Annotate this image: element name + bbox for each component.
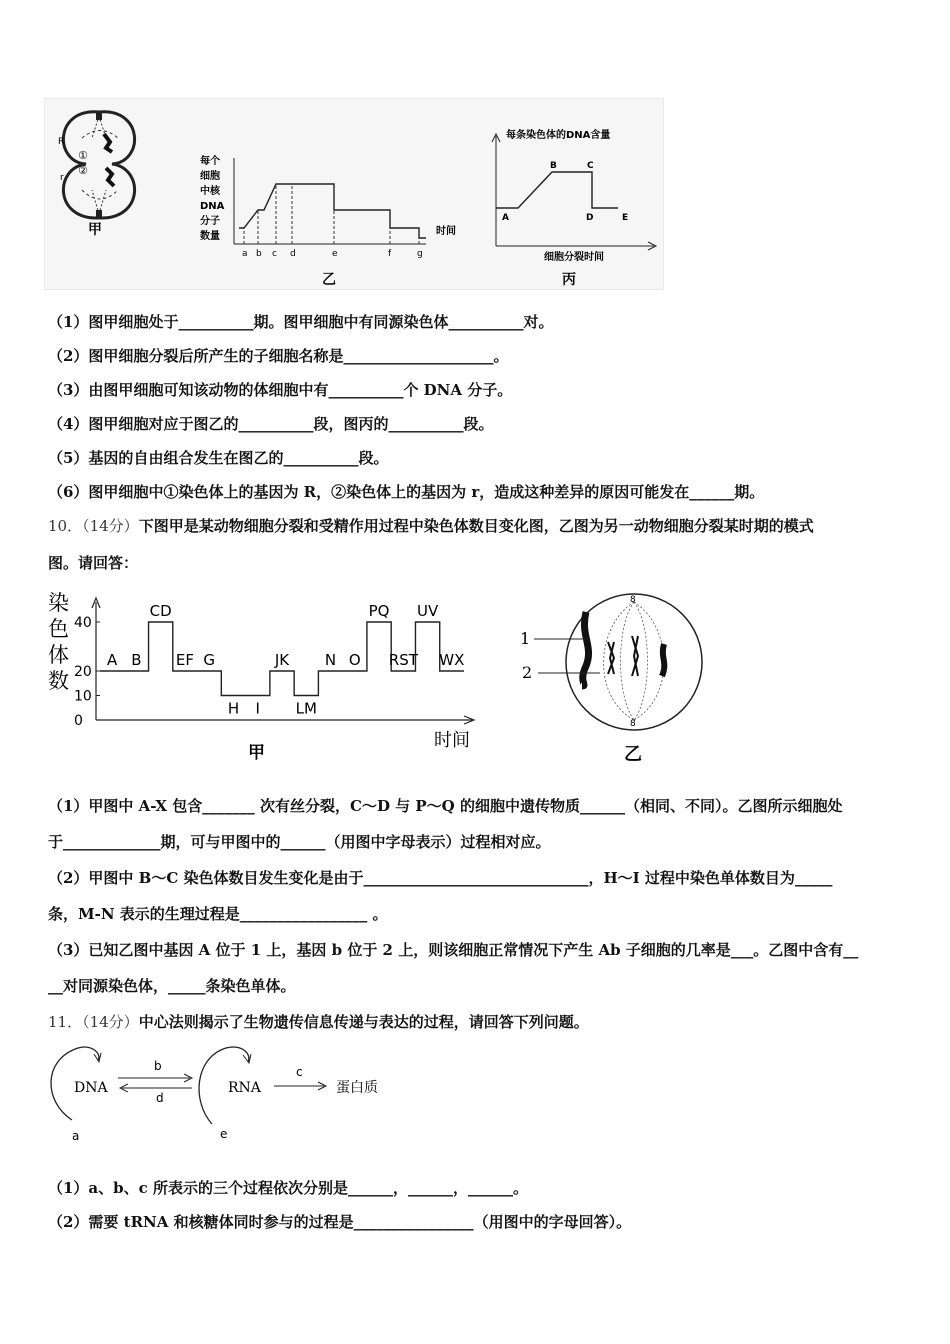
chart-segment-label: UV (416, 602, 439, 620)
chart-segment-label: H (227, 699, 240, 718)
dogma-a: a (72, 1129, 80, 1143)
dogma-d: d (156, 1091, 164, 1105)
dogma-e: e (220, 1127, 228, 1141)
q9-item-5: （5）基因的自由组合发生在图乙的__________段。 (48, 449, 389, 467)
chart-segment-label: A (107, 651, 118, 669)
chart-segment-label: CD (149, 602, 172, 620)
chart-segment-label: WX (439, 651, 465, 669)
chart-segment-label: G (203, 651, 216, 669)
caption-yi: 乙 (322, 272, 336, 288)
bing-pt-B: B (550, 161, 557, 171)
dogma-c: c (296, 1065, 303, 1079)
q11-stem-line (48, 1012, 589, 1032)
chart-ylabel-char: 体 (48, 643, 69, 667)
chart-ytick-label: 20 (74, 664, 92, 680)
chart-chromosome-number (44, 588, 484, 766)
q11-item-2: （2）需要 tRNA 和核糖体同时参与的过程是________________（用图中的字母回答）。 (48, 1213, 632, 1231)
svg-text:8: 8 (630, 719, 636, 729)
q10-stem: 下图甲是某动物细胞分裂和受精作用过程中染色体数目变化图，乙图为另一动物细胞分裂某时期的模式 (138, 517, 814, 535)
yi-tick-c: c (272, 249, 277, 259)
svg-text:8: 8 (630, 595, 636, 605)
q10-item-1b: 于_____________期，可与甲图中的______（用图中字母表示）过程相对应。 (48, 833, 551, 851)
dogma-dna: DNA (74, 1080, 108, 1096)
q9-item-1: （1）图甲细胞处于__________期。图甲细胞中有同源染色体__________对。 (48, 313, 554, 331)
yi-tick-f: f (388, 249, 392, 259)
chart-segment-label: O (348, 651, 361, 669)
dogma-b: b (154, 1059, 162, 1073)
bing-pt-A: A (502, 213, 509, 223)
dogma-rna: RNA (228, 1080, 261, 1096)
cell-label-1: 1 (520, 629, 531, 648)
gene-r-label: r (60, 173, 64, 183)
figure-cell-division-panels (44, 98, 664, 290)
q10-item-3b: __对同源染色体，_____条染色单体。 (48, 977, 296, 995)
chart-ylabel-char: 染 (48, 591, 69, 615)
yi-ylabel-3: 中核 (200, 186, 220, 197)
chart-segment-label: EF (175, 651, 194, 669)
chart-segment-label: I (255, 699, 260, 718)
dogma-protein: 蛋白质 (336, 1080, 378, 1096)
q9-item-6: （6）图甲细胞中①染色体上的基因为 R，②染色体上的基因为 r，造成这种差异的原因可能发在______期。 (48, 483, 765, 501)
yi-ylabel-1: 每个 (200, 156, 220, 167)
yi-ylabel-2: 细胞 (200, 171, 220, 182)
q9-item-3: （3）由图甲细胞可知该动物的体细胞中有__________个 DNA 分子。 (48, 381, 513, 399)
yi-ylabel-5: 分子 (200, 216, 220, 227)
chart-ytick-label: 40 (74, 615, 92, 631)
chart-xlabel: 时间 (434, 730, 470, 751)
q11-stem: 中心法则揭示了生物遗传信息传递与表达的过程，请回答下列问题。 (138, 1013, 589, 1031)
yi-tick-g: g (417, 249, 423, 259)
chart-segment-label: LM (295, 699, 317, 718)
bing-pt-C: C (587, 161, 594, 171)
yi-xlabel: 时间 (436, 226, 456, 237)
q10-score: （14分） (82, 517, 139, 535)
q10-item-2a: （2）甲图中 B～C 染色体数目发生变化是由于______________________________，H～I 过程中染色单体数目为_____ (48, 869, 833, 887)
cell-label-2: 2 (522, 663, 533, 682)
chart-segment-label: JK (274, 651, 290, 669)
chart-ylabel-char: 色 (48, 617, 69, 641)
yi-ylabel-4: DNA (200, 201, 225, 212)
cell-caption: 乙 (624, 744, 642, 765)
chart-segment-label: N (324, 651, 337, 669)
q9-item-4: （4）图甲细胞对应于图乙的__________段，图丙的__________段。 (48, 415, 494, 433)
q10-item-1a: （1）甲图中 A-X 包含_______ 次有丝分裂，C～D 与 P～Q 的细胞中遗传物质______（相同、不同）。乙图所示细胞处 (48, 797, 843, 815)
yi-tick-e: e (332, 249, 338, 259)
q10-item-3a: （3）已知乙图中基因 A 位于 1 上，基因 b 位于 2 上，则该细胞正常情况下产生 Ab 子细胞的几率是___。乙图中含有__ (48, 941, 859, 959)
q10-stem-line2: 图。请回答： (48, 554, 139, 572)
cell-yi-drawing (516, 586, 706, 766)
chart-segment-label: PQ (368, 602, 390, 620)
chart-ytick-label: 10 (74, 688, 92, 705)
bing-xlabel: 细胞分裂时间 (544, 252, 604, 263)
q10-number: 10． (48, 517, 83, 535)
chart-caption: 甲 (248, 743, 265, 763)
chart-segment-label: RST (388, 651, 418, 669)
q9-item-2: （2）图甲细胞分裂后所产生的子细胞名称是____________________。 (48, 347, 509, 365)
yi-tick-d: d (290, 249, 296, 259)
yi-tick-a: a (242, 249, 248, 259)
bing-ylabel: 每条染色体的DNA含量 (506, 130, 611, 141)
chrom-2-label: ② (78, 164, 88, 177)
caption-bing: 丙 (562, 272, 576, 288)
gene-R-label: R (58, 137, 65, 147)
q10-item-2b: 条，M-N 表示的生理过程是_________________ 。 (48, 905, 388, 923)
chart-segment-label: B (131, 651, 142, 669)
q11-item-1: （1）a、b、c 所表示的三个过程依次分别是______，______，______。 (48, 1179, 529, 1197)
bing-pt-D: D (586, 213, 594, 223)
yi-tick-b: b (256, 249, 262, 259)
yi-ylabel-6: 数量 (200, 231, 220, 242)
q11-score: （14分） (82, 1013, 139, 1031)
chart-ytick-label: 0 (74, 713, 83, 729)
chart-ylabel-char: 数 (48, 669, 69, 693)
q10-stem-line1 (48, 516, 814, 536)
central-dogma-diagram (44, 1040, 404, 1144)
caption-jia: 甲 (88, 222, 102, 238)
chrom-1-label: ① (78, 149, 88, 162)
bing-pt-E: E (622, 213, 629, 223)
q11-number: 11． (48, 1013, 83, 1031)
